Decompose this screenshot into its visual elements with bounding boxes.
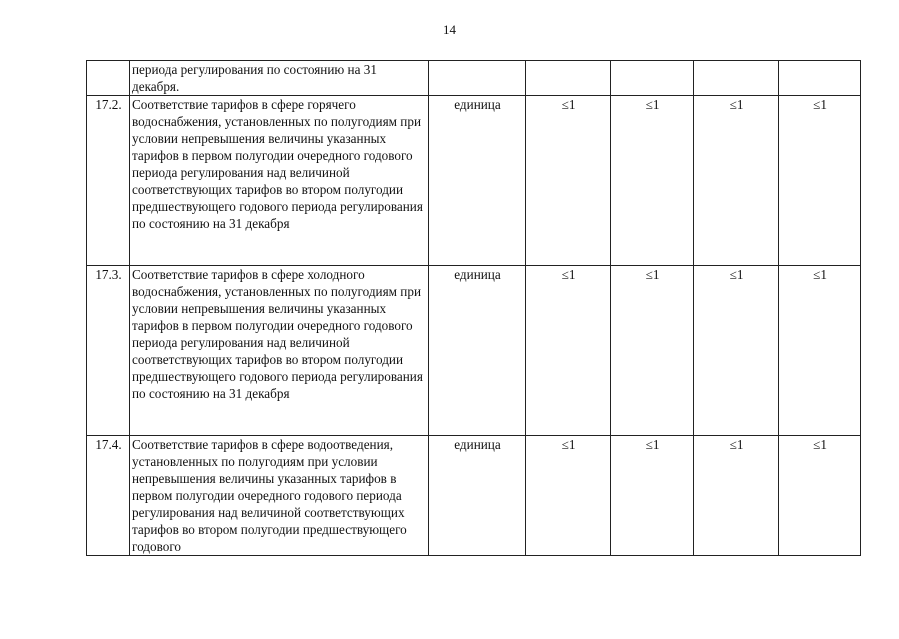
- row-number: 17.2.: [87, 96, 130, 266]
- row-value-2: ≤1: [611, 96, 694, 266]
- row-value-3: ≤1: [694, 96, 779, 266]
- row-value-3: ≤1: [694, 266, 779, 436]
- page-number: 14: [443, 22, 456, 37]
- row-value-4: ≤1: [779, 436, 861, 556]
- row-value-4: ≤1: [779, 266, 861, 436]
- row-unit: [429, 61, 526, 96]
- row-unit: единица: [429, 436, 526, 556]
- row-value-1: ≤1: [526, 436, 611, 556]
- table-row: [87, 436, 861, 556]
- row-value-4: [779, 61, 861, 96]
- row-value-1: [526, 61, 611, 96]
- row-value-2: ≤1: [611, 436, 694, 556]
- row-description: Соответствие тарифов в сфере холодного водоснабжения, установленных по полугодиям при условии непревышения величины указанных тарифов в первом полугодии очередного годового периода регулирования над величиной соответствующих тарифов во втором полугодии предшествующего годового периода регулирования по состоянию на 31 декабря: [130, 266, 429, 436]
- table-row: [87, 96, 861, 266]
- row-value-2: ≤1: [611, 266, 694, 436]
- row-number: 17.3.: [87, 266, 130, 436]
- table-row: [87, 266, 861, 436]
- row-unit: единица: [429, 96, 526, 266]
- row-value-4: ≤1: [779, 96, 861, 266]
- indicators-table: [86, 60, 861, 556]
- table-row: [87, 61, 861, 96]
- row-value-1: ≤1: [526, 266, 611, 436]
- row-number: 17.4.: [87, 436, 130, 556]
- row-value-3: ≤1: [694, 436, 779, 556]
- row-value-3: [694, 61, 779, 96]
- row-description: Соответствие тарифов в сфере водоотведения, установленных по полугодиям при условии непревышения величины указанных тарифов в первом полугодии очередного годового периода регулирования над величиной соответствующих тарифов во втором полугодии предшествующего годового: [130, 436, 429, 556]
- row-description: Соответствие тарифов в сфере горячего водоснабжения, установленных по полугодиям при условии непревышения величины указанных тарифов в первом полугодии очередного годового периода регулирования над величиной соответствующих тарифов во втором полугодии предшествующего годового периода регулирования по состоянию на 31 декабря: [130, 96, 429, 266]
- row-unit: единица: [429, 266, 526, 436]
- row-value-2: [611, 61, 694, 96]
- row-description: периода регулирования по состоянию на 31 декабря.: [130, 61, 429, 96]
- row-number: [87, 61, 130, 96]
- row-value-1: ≤1: [526, 96, 611, 266]
